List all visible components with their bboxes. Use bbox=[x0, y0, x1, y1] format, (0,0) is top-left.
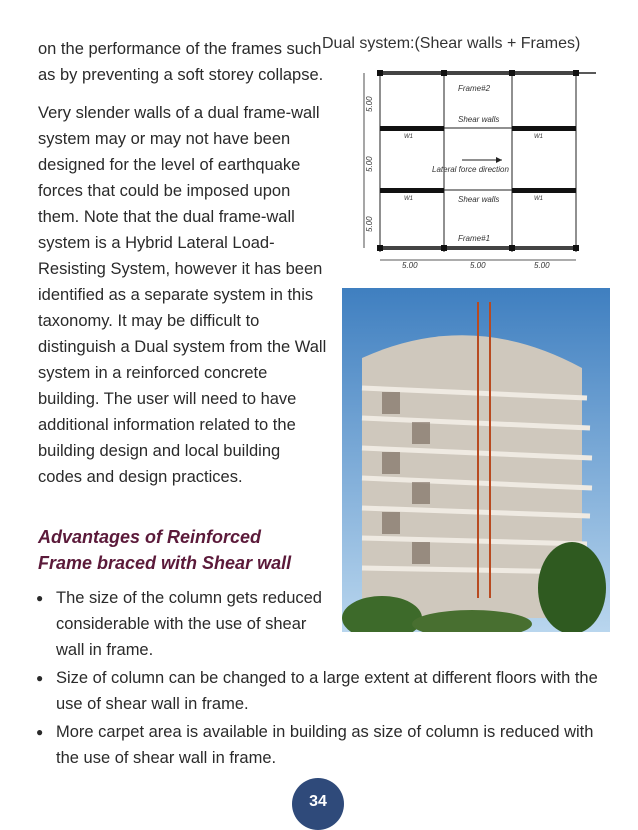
dim-vertical: 5.00 bbox=[365, 156, 374, 172]
dual-system-diagram bbox=[322, 26, 634, 282]
dim-vertical: 5.00 bbox=[365, 216, 374, 232]
label-lateral-force: Lateral force direction bbox=[432, 165, 509, 174]
dim-horizontal: 5.00 bbox=[402, 261, 418, 270]
dim-horizontal: 5.00 bbox=[470, 261, 486, 270]
label-wall-tag: W1 bbox=[404, 134, 413, 140]
page-number: 34 bbox=[292, 778, 344, 830]
dim-vertical: 5.00 bbox=[365, 96, 374, 112]
diagram-title: Dual system:(Shear walls + Frames) bbox=[322, 35, 581, 52]
dim-horizontal: 5.00 bbox=[534, 261, 550, 270]
building-photo bbox=[342, 288, 610, 632]
heading-line-1: Advantages of Reinforced bbox=[38, 527, 262, 547]
label-wall-tag: W1 bbox=[534, 134, 543, 140]
list-item: ● More carpet area is available in building as size of column is reduced with the use of shear wall in frame. bbox=[30, 719, 620, 771]
body-text bbox=[38, 36, 328, 502]
label-wall-tag: W1 bbox=[534, 196, 543, 202]
paragraph-1: on the performance of the frames such as by preventing a soft storey collapse. bbox=[38, 40, 324, 84]
section-heading bbox=[38, 524, 338, 576]
label-shear-walls-bottom: Shear walls bbox=[458, 195, 500, 204]
label-shear-walls-top: Shear walls bbox=[458, 115, 500, 124]
label-frame-2: Frame#2 bbox=[458, 84, 491, 93]
label-frame-1: Frame#1 bbox=[458, 234, 491, 243]
paragraph-2: Very slender walls of a dual frame-wall system may or may not have been designed for the level of earthquake forces that could be imposed upon them. Note that the dual frame-wall system is a Hybrid Lateral Load-Resisting System, however it has been identified as a separate system in this taxonomy. It may be difficult to distinguish a Dual system from the Wall system in a reinforced concrete building. The user will need to have additional information related to the building design and local building codes and design practices. bbox=[38, 104, 327, 486]
heading-line-2: Frame braced with Shear wall bbox=[38, 553, 292, 573]
list-item: ● Size of column can be changed to a large extent at different floors with the use of shear wall in frame. bbox=[30, 665, 620, 717]
list-item: ● The size of the column gets reduced considerable with the use of shear wall in frame. bbox=[30, 585, 336, 663]
label-wall-tag: W1 bbox=[404, 196, 413, 202]
